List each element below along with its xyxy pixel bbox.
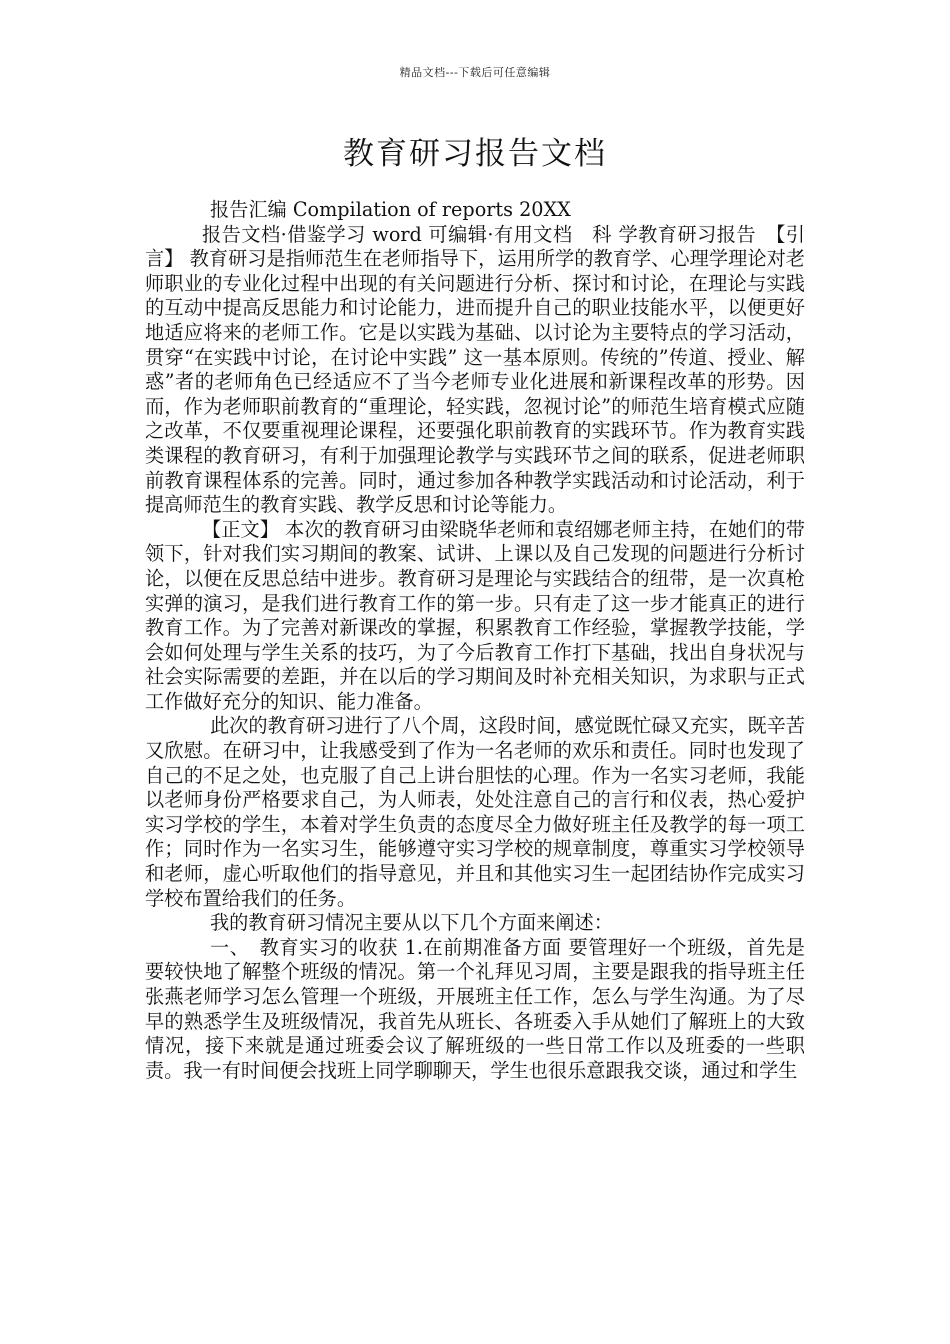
paragraph-outline: 我的教育研习情况主要从以下几个方面来阐述： xyxy=(210,911,613,935)
document-subtitle: 报告汇编 Compilation of reports 20XX xyxy=(210,198,571,221)
paragraph-research-summary: 此次的教育研习进行了八个周，这段时间，感觉既忙碌又充实，既辛苦又欣慰。在研习中，让我感受到了作为一名老师的欢乐和责任。同时也发现了自己的不足之处，也克服了自己上讲台胆怯的心理。作为一名实习老师，我能以老师身份严格要求自己，为人师表，处处注意自己的言行和仪表，热心爱护实习学校的学生，本着对学生负责的态度尽全力做好班主任及教学的每一项工作；同时作为一名实习生，能够遵守实习学校的规章制度，尊重实习学校领导和老师，虚心听取他们的指导意见，并且和其他实习生一起团结协作完成实习学校布置给我们的任务。 xyxy=(145,714,805,910)
paragraph-main-text: 【正文】 本次的教育研习由梁晓华老师和袁绍娜老师主持，在她们的带领下，针对我们实习期间的教案、试讲、上课以及自己发现的问题进行分析讨论，以便在反思总结中进步。教育研习是理论与实践结合的纽带，是一次真枪实弹的演习，是我们进行教育工作的第一步。只有走了这一步才能真正的进行教育工作。为了完善对新课改的掌握，积累教育工作经验，掌握教学技能，学会如何处理与学生关系的技巧，为了今后教育工作打下基础，找出自身状况与社会实际需要的差距，并在以后的学习期间及时补充相关知识，为求职与正式工作做好充分的知识、能力准备。 xyxy=(145,517,805,713)
document-title: 教育研习报告文档 xyxy=(343,136,607,172)
paragraph-section-one: 一、 教育实习的收获 1.在前期准备方面 要管理好一个班级，首先是要较快地了解整个班级的情况。第一个礼拜见习周，主要是跟我的指导班主任张燕老师学习怎么管理一个班级，开展班主任工作，怎么与学生沟通。为了尽早的熟悉学生及班级情况，我首先从班长、各班委入手从她们了解班上的大致情况，接下来就是通过班委会议了解班级的一些日常工作以及班委的一些职责。我一有时间便会找班上同学聊聊天，学生也很乐意跟我交谈，通过和学生 xyxy=(145,935,805,1082)
paragraph-introduction: 报告文档·借鉴学习 word 可编辑·有用文档 科 学教育研习报告 【引言】 教育研习是指师范生在老师指导下，运用所学的教育学、心理学理论对老师职业的专业化过程中出现的有关问题进行分析、探讨和讨论，在理论与实践的互动中提高反思能力和讨论能力，进而提升自己的职业技能水平，以便更好地适应将来的老师工作。它是以实践为基础、以讨论为主要特点的学习活动，贯穿“在实践中讨论，在讨论中实践” 这一基本原则。传统的”传道、授业、解惑”者的老师角色已经适应不了当今老师专业化进展和新课程改革的形势。因而，作为老师职前教育的“重理论，轻实践，忽视讨论”的师范生培育模式应随之改革，不仅要重视理论课程，还要强化职前教育的实践环节。作为教育实践类课程的教育研习，有利于加强理论教学与实践环节之间的联系，促进老师职前教育课程体系的完善。同时，通过参加各种教学实践活动和讨论活动，利于提高师范生的教育实践、教学反思和讨论等能力。 xyxy=(145,222,805,517)
document-body xyxy=(145,198,805,1083)
header-note: 精品文档---下载后可任意编辑 xyxy=(399,66,551,79)
